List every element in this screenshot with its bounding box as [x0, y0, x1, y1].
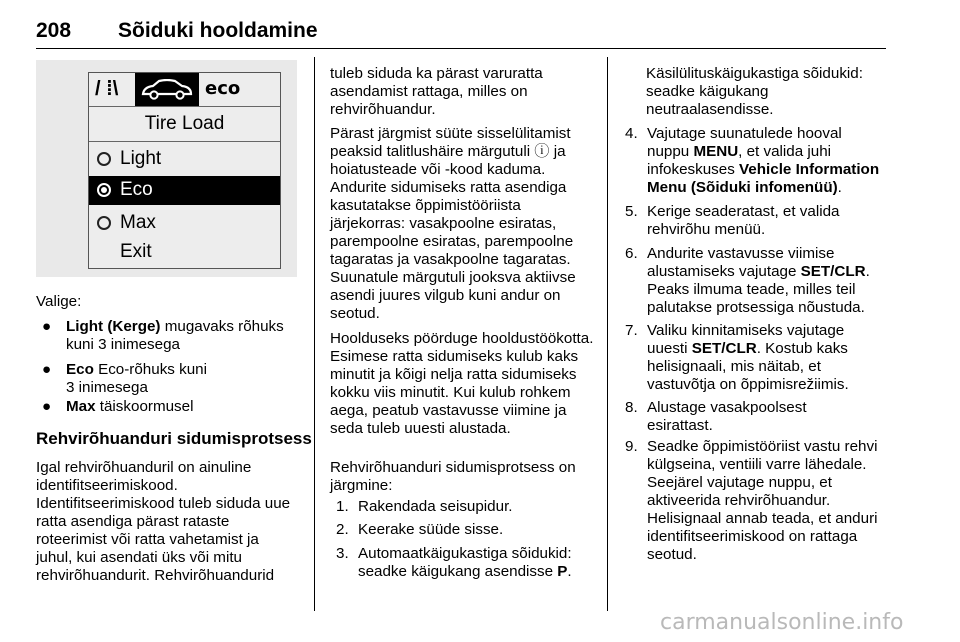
step-text: Automaatkäigukastiga sõidukid: seadke käigukang asendisse [358, 545, 572, 580]
display-title: Tire Load [144, 113, 225, 134]
step-number: 5. [625, 203, 638, 220]
bullet-light [42, 318, 302, 354]
section-heading: Rehvirõhuanduri sidumisprotsess [36, 429, 312, 448]
bullet-text: täiskoormusel [95, 398, 194, 415]
bullet-text: Eco-rõhuks kuni 3 inimesega [66, 361, 207, 396]
paragraph: Käsilülituskäigukastiga sõidukid: seadke käigukang neutraalasendisse. [646, 65, 863, 118]
paragraph: Pärast järgmist süüte sisselülitamist peaksid talitlushäire märgutuli ⓘ ja hoiatusteade või -kood kaduma. Andurite sidumiseks ratta asendiga kasutatakse õppimistööriista järjekorras: vasakpoolne esiratas, parempoolne esiratas, parempoolne tagaratas ja vasakpoolne tagaratas. Suunatule märgutuli jooksva aktiivse asendi juures vilgub kuni andur on seotud. [330, 125, 576, 322]
option-label: Light [120, 148, 162, 169]
page-header [36, 10, 886, 49]
eco-tab: eco [205, 78, 241, 99]
car-icon [135, 73, 199, 106]
step-text: . Kostub kaks helisignaali, mis näitab, et vastuvõtja on õppimisrežiimis. [647, 340, 849, 393]
step-text: Vajutage suunatulede hooval nuppu [647, 125, 842, 160]
step-text: Rakendada seisupidur. [358, 498, 513, 515]
step-number: 1. [336, 498, 349, 515]
step-text: . Peaks ilmuma teade, milles teil palutakse protsessiga nõustuda. [647, 263, 870, 316]
radio-icon [97, 216, 111, 230]
intro-text: Valige: [36, 293, 82, 310]
step-number: 3. [336, 545, 349, 562]
bullet-term: Max [66, 398, 96, 415]
display-screen [88, 72, 281, 269]
step-number: 4. [625, 125, 638, 142]
option-label: Max [120, 212, 156, 233]
step-text: . [837, 179, 842, 196]
step-text-end: . [567, 563, 572, 580]
step-key: SET/CLR [691, 340, 757, 357]
step-key: P [557, 563, 568, 580]
display-divider [89, 106, 280, 107]
option-max[interactable] [89, 209, 280, 238]
step-key: MENU [693, 143, 739, 160]
step-key: Vehicle Information Menu (Sõiduki infomenüü) [647, 161, 880, 196]
option-label: Eco [120, 179, 153, 200]
step-number: 8. [625, 399, 638, 416]
radio-selected-icon [97, 183, 111, 197]
column-divider-1 [314, 57, 315, 611]
bullet-term: Eco [66, 361, 94, 378]
bullet-text: mugavaks rõhuks kuni 3 inimesega [66, 318, 284, 353]
step-number: 6. [625, 245, 638, 262]
step-number: 7. [625, 322, 638, 339]
column-divider-2 [607, 57, 608, 611]
step-text: Seadke õppimistööriist vastu rehvi külgseina, ventiili varre lähedale. Seejärel vajutage nuppu, et aktiveerida rehvirõhuandur. Helisignaal annab teada, et anduri identifitseerimiskood on rattaga seotud. [647, 438, 878, 563]
bullet-dot: ● [42, 398, 52, 415]
road-icon: / ⁞\ [95, 78, 119, 100]
exit-option[interactable]: Exit [120, 241, 152, 262]
bullet-max [42, 398, 302, 416]
display-divider [89, 141, 280, 142]
step-text: Valiku kinnitamiseks vajutage uuesti [647, 322, 845, 357]
step-text: , et valida juhi infokeskuses [647, 143, 832, 178]
step-text: Keerake süüde sisse. [358, 521, 504, 538]
paragraph: tuleb siduda ka pärast varuratta asendamist rattaga, milles on rehvirõhuandur. [330, 65, 543, 118]
step-key: SET/CLR [800, 263, 866, 280]
option-eco[interactable] [89, 176, 280, 205]
paragraph: Rehvirõhuanduri sidumisprotsess on järgmine: [330, 459, 576, 494]
tire-load-display-figure [36, 60, 297, 277]
paragraph: Hoolduseks pöörduge hooldustöökotta. Esimese ratta sidumiseks kulub kaks minutit ja kõigi nelja ratta sidumiseks kokku viis minutit. Kui kulub rohkem aega, peatub vastavusse viimine ja seda tuleb uuesti alustada. [330, 330, 594, 437]
radio-icon [97, 152, 111, 166]
step-text: Andurite vastavusse viimise alustamiseks vajutage [647, 245, 835, 280]
bullet-dot: ● [42, 361, 52, 378]
step-number: 2. [336, 521, 349, 538]
bullet-dot: ● [42, 318, 52, 335]
bullet-term: Light (Kerge) [66, 318, 161, 335]
step-number: 9. [625, 438, 638, 455]
page-number: 208 [36, 19, 72, 42]
option-light[interactable] [89, 145, 280, 174]
step-text: Alustage vasakpoolsest esirattast. [647, 399, 807, 434]
page-title: Sõiduki hooldamine [118, 19, 318, 42]
display-top-bar [89, 73, 280, 106]
bullet-eco [42, 361, 302, 397]
section-paragraph: Igal rehvirõhuanduril on ainuline identifitseerimiskood. Identifitseerimiskood tuleb siduda uue ratta asendiga pärast rataste roteerimist või ratta vahetamist ja juhul, kui asendati üks või mitu rehvirõhuandurit. Rehvirõhuandurid [36, 459, 291, 584]
watermark: carmanualsonline.info [660, 610, 904, 635]
step-text: Kerige seaderatast, et valida rehvirõhu menüü. [647, 203, 840, 238]
